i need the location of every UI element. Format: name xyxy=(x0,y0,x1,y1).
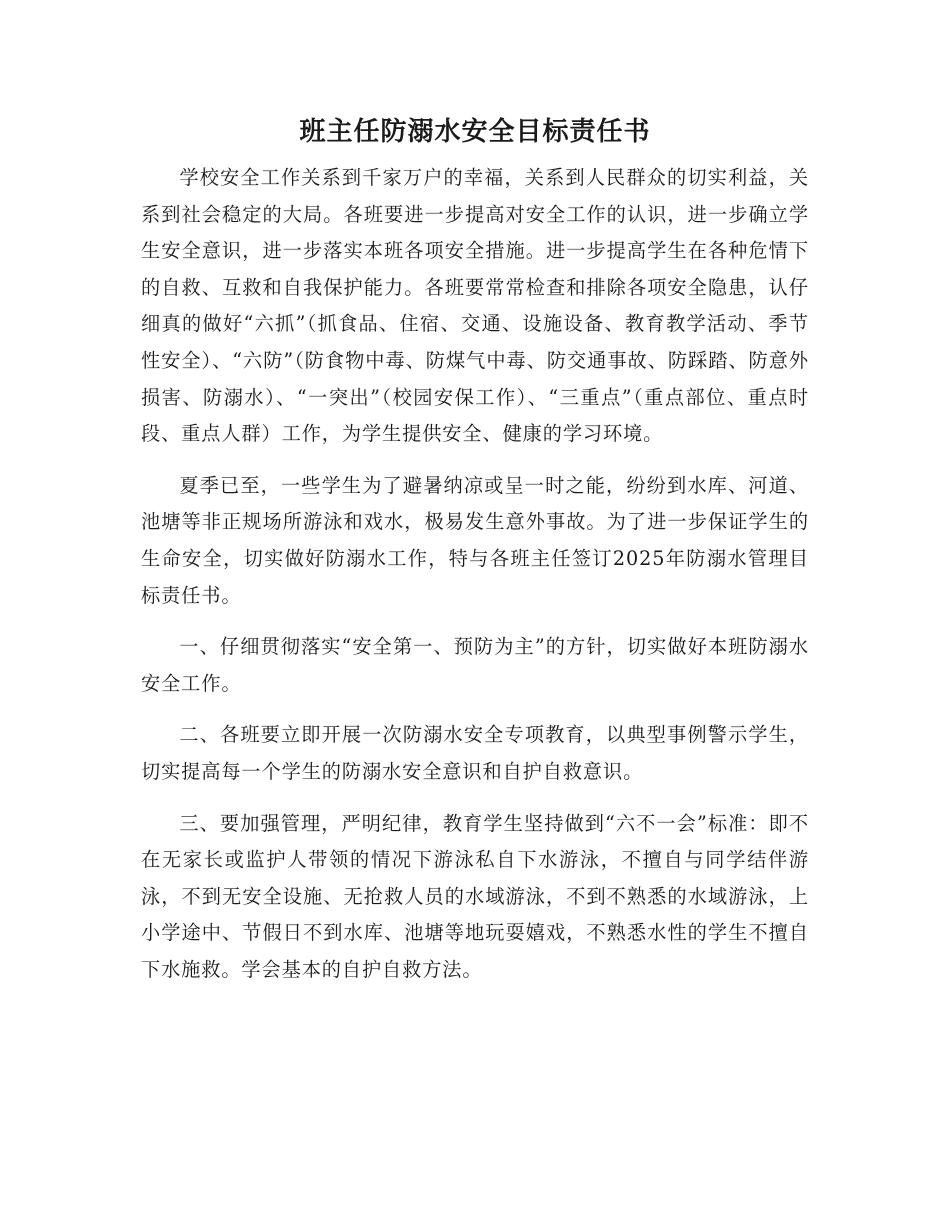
document-body xyxy=(141,160,809,1003)
paragraph-item-3: 三、要加强管理，严明纪律，教育学生坚持做到“六不一会”标准：即不在无家长或监护人带领的情况下游泳私自下水游泳，不擅自与同学结伴游泳，不到无安全设施、无抢救人员的水域游泳，不到不熟悉的水域游泳，上小学途中、节假日不到水库、池塘等地玩耍嬉戏，不熟悉水性的学生不擅自下水施救。学会基本的自护自救方法。 xyxy=(141,811,809,981)
paragraph-summer: 夏季已至，一些学生为了避暑纳凉或呈一时之能，纷纷到水库、河道、池塘等非正规场所游泳和戏水，极易发生意外事故。为了进一步保证学生的生命安全，切实做好防溺水工作，特与各班主任签订2025年防溺水管理目标责任书。 xyxy=(141,473,809,607)
paragraph-item-1: 一、仔细贯彻落实“安全第一、预防为主”的方针，切实做好本班防溺水安全工作。 xyxy=(141,635,809,695)
paragraph-item-2: 二、各班要立即开展一次防溺水安全专项教育，以典型事例警示学生，切实提高每一个学生的防溺水安全意识和自护自救意识。 xyxy=(141,723,809,783)
paragraph-intro: 学校安全工作关系到千家万户的幸福，关系到人民群众的切实利益，关系到社会稳定的大局。各班要进一步提高对安全工作的认识，进一步确立学生安全意识，进一步落实本班各项安全措施。进一步提高学生在各种危情下的自救、互救和自我保护能力。各班要常常检查和排除各项安全隐患，认仔细真的做好“六抓”（抓食品、住宿、交通、设施设备、教育教学活动、季节性安全）、“六防”（防食物中毒、防煤气中毒、防交通事故、防踩踏、防意外损害、防溺水）、“一突出”（校园安保工作）、“三重点”（重点部位、重点时段、重点人群）工作，为学生提供安全、健康的学习环境。 xyxy=(141,166,809,446)
document-title: 班主任防溺水安全目标责任书 xyxy=(299,117,651,147)
